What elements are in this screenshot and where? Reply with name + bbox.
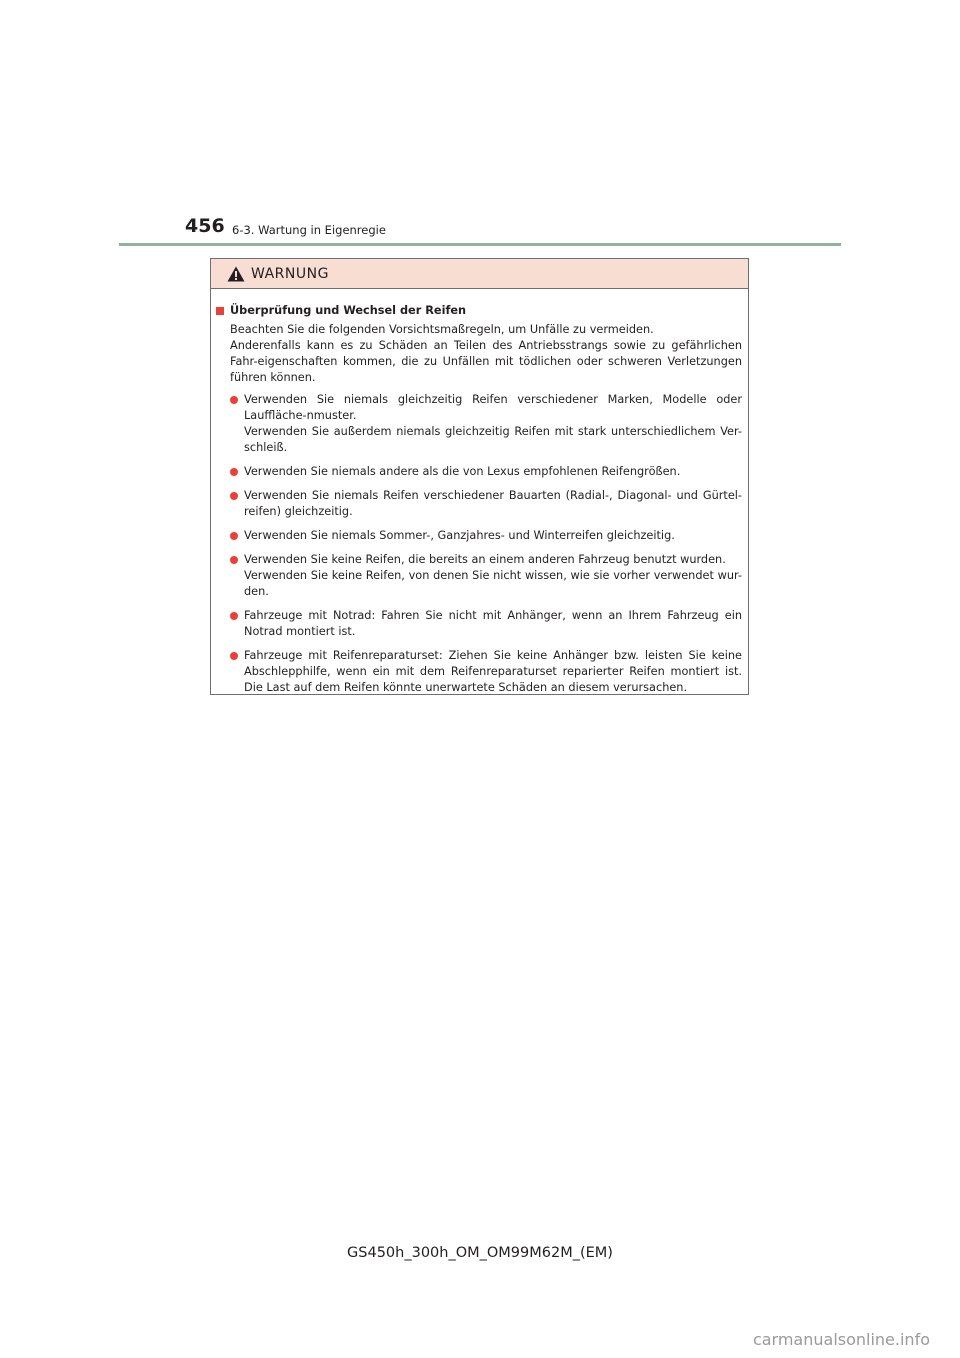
warning-bullet [216, 648, 742, 696]
warning-bullet [216, 528, 742, 544]
page-number: 456 [185, 215, 225, 237]
bullet-dot-icon [230, 396, 238, 404]
warning-bullet [216, 464, 742, 480]
bullet-line: Verwenden Sie niemals gleichzeitig Reifen verschiedener Marken, Modelle oder Lauffläche-nmuster. [244, 393, 742, 422]
document-code: GS450h_300h_OM_OM99M62M_(EM) [347, 1245, 613, 1261]
bullet-line: Verwenden Sie niemals andere als die von Lexus empfohlenen Reifengrößen. [244, 465, 681, 478]
bullet-text [244, 488, 742, 520]
bullet-dot-icon [230, 556, 238, 564]
bullet-line: Verwenden Sie außerdem niemals gleichzeitig Reifen mit stark unterschiedlichem Ver-schleiß. [244, 425, 742, 454]
bullet-dot-icon [230, 492, 238, 500]
warning-bullet [216, 552, 742, 600]
bullet-dot-icon [230, 652, 238, 660]
bullet-line: Verwenden Sie niemals Sommer-, Ganzjahres- und Winterreifen gleichzeitig. [244, 529, 675, 542]
intro-line: Anderenfalls kann es zu Schäden an Teilen des Antriebsstrangs sowie zu gefährlichen Fahr-eigenschaften kommen, die zu Unfällen mit tödlichen oder schweren Verletzungen führen können. [230, 339, 742, 384]
warning-subheading [216, 303, 742, 319]
warning-bullet [216, 608, 742, 640]
warning-title: WARNUNG [251, 265, 329, 282]
warning-box [210, 258, 749, 695]
subheading-text: Überprüfung und Wechsel der Reifen [230, 304, 467, 317]
warning-intro [216, 322, 742, 386]
warning-bullet [216, 488, 742, 520]
warning-bullet [216, 392, 742, 456]
bullet-text [244, 392, 742, 456]
warning-body [211, 289, 748, 696]
bullet-line: Verwenden Sie keine Reifen, von denen Sie nicht wissen, wie sie vorher verwendet wur-den. [244, 569, 742, 598]
warning-header [211, 259, 748, 289]
bullet-line: Fahrzeuge mit Reifenreparaturset: Ziehen Sie keine Anhänger bzw. leisten Sie keine Abschlepphilfe, wenn ein mit dem Reifenreparaturset reparierter Reifen montiert ist. Die Last auf dem Reifen könnte unerwartete Schäden an diesem verursachen. [244, 649, 742, 694]
bullet-dot-icon [230, 532, 238, 540]
bullet-text [244, 648, 742, 696]
bullet-dot-icon [230, 612, 238, 620]
bullet-line: Fahrzeuge mit Notrad: Fahren Sie nicht mit Anhänger, wenn an Ihrem Fahrzeug ein Notrad montiert ist. [244, 609, 742, 638]
intro-line: Beachten Sie die folgenden Vorsichtsmaßregeln, um Unfälle zu vermeiden. [230, 323, 654, 336]
bullet-text [244, 528, 675, 544]
bullet-dot-icon [230, 468, 238, 476]
bullet-text [244, 552, 742, 600]
watermark-link[interactable]: carmanualsonline.info [752, 1330, 930, 1349]
section-title: 6-3. Wartung in Eigenregie [232, 223, 386, 237]
bullet-line: Verwenden Sie niemals Reifen verschiedener Bauarten (Radial-, Diagonal- und Gürtel-reifen) gleichzeitig. [244, 489, 742, 518]
square-bullet-icon [216, 307, 224, 315]
bullet-text [244, 464, 680, 480]
header-rule [119, 243, 841, 246]
warning-triangle-icon [227, 266, 245, 282]
bullet-text [244, 608, 742, 640]
bullet-line: Verwenden Sie keine Reifen, die bereits an einem anderen Fahrzeug benutzt wurden. [244, 553, 726, 566]
